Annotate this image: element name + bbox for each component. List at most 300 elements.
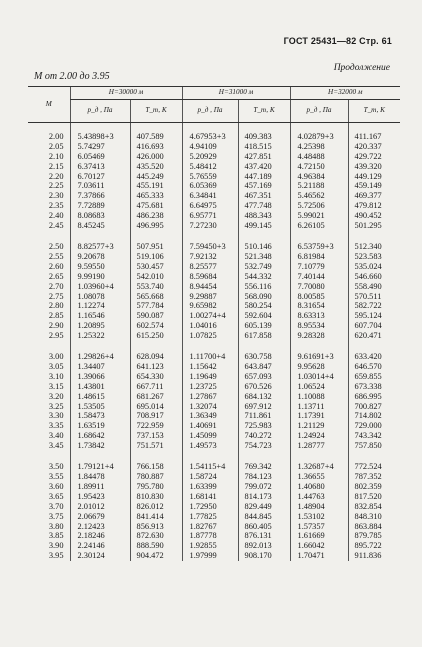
spacer-cell [290,231,348,242]
spacer-cell [348,451,400,462]
mach-cell: 3.25 [48,401,64,411]
temperature-cell: 507.951 [130,242,182,252]
mach-cell: 2.35 [48,201,64,211]
mach-cell: 3.10 [48,371,64,381]
temperature-cell: 817.520 [348,492,400,502]
pressure-cell: 9.59550 [70,262,130,272]
group-spacer [28,451,400,462]
spacer-cell [28,341,70,352]
pressure-cell: 1.32687+4 [290,462,348,472]
temperature-cell: 654.330 [130,372,182,382]
table-row [28,262,400,272]
temperature-cell: 580.254 [238,301,290,311]
mach-cell: 3.85 [48,531,64,541]
pressure-cell: 1.43801 [70,382,130,392]
temperature-cell: 630.758 [238,352,290,362]
table-row [28,462,400,472]
spacer-cell [348,122,400,132]
pressure-cell: 7.03611 [70,181,130,191]
temperature-cell: 457.169 [238,181,290,191]
pressure-cell: 9.28328 [290,331,348,341]
pressure-cell: 1.03014+4 [290,372,348,382]
spacer-cell [290,122,348,132]
pressure-cell: 1.48904 [290,502,348,512]
temperature-cell: 565.668 [130,292,182,302]
pressure-cell: 8.63313 [290,311,348,321]
spacer-cell [182,451,238,462]
table-row [28,551,400,561]
temperature-cell: 700.827 [348,402,400,412]
temperature-cell: 486.238 [130,211,182,221]
temperature-cell: 416.693 [130,142,182,152]
pressure-cell: 1.54115+4 [182,462,238,472]
temperature-cell: 686.995 [348,392,400,402]
pressure-cell: 1.06524 [290,382,348,392]
temperature-cell: 532.749 [238,262,290,272]
pressure-cell: 9.20678 [70,252,130,262]
temperature-cell: 590.087 [130,311,182,321]
page-header: ГОСТ 25431—82 Стр. 61 [283,36,392,46]
temperature-cell: 628.094 [130,352,182,362]
mach-cell: 2.50 [48,241,64,251]
pressure-cell: 1.10088 [290,392,348,402]
pressure-cell: 5.43898+3 [70,132,130,142]
temperature-cell: 592.604 [238,311,290,321]
table-row [28,311,400,321]
temperature-cell: 708.917 [130,411,182,421]
altitude-header-2: H=31000 м [182,87,290,100]
pressure-cell: 4.48488 [290,152,348,162]
mach-cell: 3.00 [48,352,64,362]
spacer-cell [238,451,290,462]
pressure-cell: 1.12274 [70,301,130,311]
pressure-cell: 1.40691 [182,421,238,431]
pressure-cell: 8.82577+3 [70,242,130,252]
table-row [28,482,400,492]
table-row [28,211,400,221]
spacer-cell [130,122,182,132]
temperature-cell: 490.452 [348,211,400,221]
temperature-cell: 711.861 [238,411,290,421]
pressure-cell: 7.70080 [290,282,348,292]
pressure-cell: 1.28777 [290,441,348,451]
mach-cell: 3.75 [48,511,64,521]
spacer-cell [348,341,400,352]
temperature-cell: 832.854 [348,502,400,512]
temperature-cell: 751.571 [130,441,182,451]
temperature-cell: 499.145 [238,221,290,231]
table-row [28,321,400,331]
mach-cell: 3.70 [48,501,64,511]
temperature-cell: 754.723 [238,441,290,451]
pressure-cell: 1.61669 [290,531,348,541]
temperature-cell: 455.191 [130,181,182,191]
temperature-cell: 477.748 [238,201,290,211]
pressure-cell: 1.63399 [182,482,238,492]
spacer-cell [70,122,130,132]
table-row [28,282,400,292]
mach-cell: 2.30 [48,191,64,201]
table-row [28,512,400,522]
mach-cell: 3.90 [48,541,64,551]
temperature-cell: 429.722 [348,152,400,162]
temperature-cell: 439.320 [348,162,400,172]
table-row [28,421,400,431]
pressure-cell: 1.53102 [290,512,348,522]
spacer-cell [70,231,130,242]
pressure-cell: 1.63519 [70,421,130,431]
temperature-cell: 684.132 [238,392,290,402]
pressure-cell: 1.24924 [290,431,348,441]
pressure-cell: 1.15642 [182,362,238,372]
pressure-cell: 5.74297 [70,142,130,152]
pressure-cell: 1.40680 [290,482,348,492]
spacer-cell [130,341,182,352]
pressure-cell: 9.61691+3 [290,352,348,362]
temperature-cell: 787.352 [348,472,400,482]
temperature-cell: 445.249 [130,172,182,182]
pressure-cell: 8.45245 [70,221,130,231]
temperature-cell: 888.590 [130,541,182,551]
pressure-cell: 1.11700+4 [182,352,238,362]
mach-cell: 3.30 [48,411,64,421]
pressure-cell: 1.84478 [70,472,130,482]
temperature-cell: 488.343 [238,211,290,221]
temperature-cell: 535.024 [348,262,400,272]
pressure-cell: 1.21129 [290,421,348,431]
pressure-cell: 7.27230 [182,221,238,231]
pressure-cell: 4.67953+3 [182,132,238,142]
table-row [28,301,400,311]
temperature-cell: 725.983 [238,421,290,431]
temperature-cell: 802.359 [348,482,400,492]
table-row [28,531,400,541]
table-row [28,352,400,362]
temperature-cell: 582.722 [348,301,400,311]
temperature-cell: 856.913 [130,522,182,532]
pressure-cell: 7.59450+3 [182,242,238,252]
temperature-cell: 577.784 [130,301,182,311]
temperature-cell: 530.457 [130,262,182,272]
pressure-cell: 1.73842 [70,441,130,451]
pressure-cell: 1.72950 [182,502,238,512]
temperature-cell: 479.812 [348,201,400,211]
pressure-cell: 6.81984 [290,252,348,262]
pressure-cell: 1.49573 [182,441,238,451]
temperature-cell: 643.847 [238,362,290,372]
pressure-cell: 1.17391 [290,411,348,421]
temperature-cell: 469.377 [348,191,400,201]
table-row [28,132,400,142]
temperature-cell: 605.139 [238,321,290,331]
group-spacer [28,122,400,132]
spacer-cell [28,451,70,462]
pressure-cell: 1.89911 [70,482,130,492]
pressure-cell: 6.26105 [290,221,348,231]
pressure-cell: 1.23725 [182,382,238,392]
mach-cell: 2.25 [48,181,64,191]
group-spacer [28,231,400,242]
table-row [28,242,400,252]
temperature-header: T_т, К [348,99,400,122]
mach-cell: 3.15 [48,381,64,391]
mach-cell: 2.55 [48,251,64,261]
spacer-cell [28,122,70,132]
spacer-cell [130,451,182,462]
spacer-cell [28,231,70,242]
table-row [28,392,400,402]
spacer-cell [182,231,238,242]
temperature-cell: 722.959 [130,421,182,431]
spacer-cell [238,231,290,242]
temperature-cell: 892.013 [238,541,290,551]
pressure-cell: 9.65982 [182,301,238,311]
pressure-cell: 6.95771 [182,211,238,221]
table-row [28,441,400,451]
pressure-cell: 1.29826+4 [70,352,130,362]
temperature-cell: 729.000 [348,421,400,431]
mach-cell: 3.40 [48,431,64,441]
temperature-cell: 449.129 [348,172,400,182]
pressure-cell: 1.34407 [70,362,130,372]
pressure-header: p_д , Па [290,99,348,122]
pressure-cell: 8.31654 [290,301,348,311]
pressure-cell: 6.64975 [182,201,238,211]
pressure-cell: 1.68141 [182,492,238,502]
mach-cell: 2.10 [48,151,64,161]
pressure-cell: 1.07825 [182,331,238,341]
pressure-cell: 1.32074 [182,402,238,412]
temperature-cell: 826.012 [130,502,182,512]
temperature-cell: 659.855 [348,372,400,382]
pressure-header: p_д , Па [70,99,130,122]
pressure-cell: 7.72889 [70,201,130,211]
temperature-cell: 542.010 [130,272,182,282]
mach-cell: 2.05 [48,141,64,151]
temperature-header: T_т, К [130,99,182,122]
mach-cell: 3.35 [48,421,64,431]
mach-range-note: M от 2.00 до 3.95 [34,71,110,82]
temperature-cell: 697.912 [238,402,290,412]
table-row [28,292,400,302]
mach-cell: 2.85 [48,311,64,321]
mach-cell: 3.95 [48,551,64,561]
pressure-cell: 1.68642 [70,431,130,441]
pressure-cell: 1.25322 [70,331,130,341]
pressure-cell: 5.72506 [290,201,348,211]
atmosphere-table [28,86,400,561]
pressure-cell: 5.21188 [290,181,348,191]
pressure-cell: 1.70471 [290,551,348,561]
table-row [28,472,400,482]
temperature-cell: 841.414 [130,512,182,522]
table-row [28,382,400,392]
temperature-cell: 607.704 [348,321,400,331]
temperature-cell: 407.589 [130,132,182,142]
pressure-cell: 1.00274+4 [182,311,238,321]
temperature-cell: 602.574 [130,321,182,331]
mach-cell: 2.70 [48,281,64,291]
table-body [28,122,400,561]
temperature-cell: 844.845 [238,512,290,522]
pressure-cell: 5.20929 [182,152,238,162]
pressure-cell: 6.34841 [182,191,238,201]
pressure-cell: 1.39066 [70,372,130,382]
pressure-cell: 1.13711 [290,402,348,412]
temperature-cell: 646.570 [348,362,400,372]
table-row [28,252,400,262]
group-spacer [28,341,400,352]
temperature-cell: 501.295 [348,221,400,231]
temperature-cell: 620.471 [348,331,400,341]
temperature-cell: 670.526 [238,382,290,392]
continuation-label: Продолжение [333,63,390,73]
temperature-cell: 546.660 [348,272,400,282]
col-m-header: M [28,87,70,123]
temperature-cell: 911.836 [348,551,400,561]
altitude-header-1: H=30000 м [70,87,182,100]
temperature-cell: 617.858 [238,331,290,341]
temperature-cell: 757.850 [348,441,400,451]
mach-cell: 3.45 [48,441,64,451]
table-row [28,431,400,441]
temperature-cell: 695.014 [130,402,182,412]
mach-cell: 3.55 [48,472,64,481]
temperature-cell: 895.722 [348,541,400,551]
mach-cell: 3.80 [48,521,64,531]
pressure-cell: 4.96384 [290,172,348,182]
temperature-cell: 810.830 [130,492,182,502]
pressure-cell: 1.53505 [70,402,130,412]
pressure-cell: 1.92855 [182,541,238,551]
table-row [28,162,400,172]
temperature-cell: 667.711 [130,382,182,392]
pressure-cell: 2.06679 [70,512,130,522]
temperature-cell: 568.090 [238,292,290,302]
temperature-cell: 740.272 [238,431,290,441]
temperature-cell: 879.785 [348,531,400,541]
temperature-cell: 512.340 [348,242,400,252]
spacer-cell [182,341,238,352]
pressure-cell: 1.95423 [70,492,130,502]
pressure-cell: 2.12423 [70,522,130,532]
temperature-cell: 743.342 [348,431,400,441]
temperature-cell: 633.420 [348,352,400,362]
pressure-cell: 1.36655 [290,472,348,482]
pressure-cell: 1.44763 [290,492,348,502]
mach-cell: 2.65 [48,271,64,281]
temperature-cell: 496.995 [130,221,182,231]
pressure-cell: 1.36349 [182,411,238,421]
pressure-cell: 7.92132 [182,252,238,262]
table-row [28,201,400,211]
temperature-cell: 595.124 [348,311,400,321]
temperature-cell: 427.851 [238,152,290,162]
temperature-cell: 558.490 [348,282,400,292]
temperature-cell: 411.167 [348,132,400,142]
mach-cell: 2.15 [48,161,64,171]
pressure-cell: 2.01012 [70,502,130,512]
table-row [28,411,400,421]
pressure-cell: 1.04016 [182,321,238,331]
mach-cell: 3.20 [48,391,64,401]
temperature-cell: 420.337 [348,142,400,152]
temperature-cell: 519.106 [130,252,182,262]
temperature-cell: 459.149 [348,181,400,191]
pressure-cell: 1.79121+4 [70,462,130,472]
temperature-cell: 556.116 [238,282,290,292]
mach-cell: 2.20 [48,171,64,181]
spacer-cell [130,231,182,242]
pressure-cell: 9.99190 [70,272,130,282]
spacer-cell [348,231,400,242]
pressure-cell: 8.08683 [70,211,130,221]
pressure-header: p_д , Па [182,99,238,122]
pressure-cell: 2.30124 [70,551,130,561]
pressure-cell: 4.02879+3 [290,132,348,142]
mach-cell: 2.95 [48,331,64,341]
temperature-cell: 769.342 [238,462,290,472]
mach-cell: 2.75 [48,291,64,301]
temperature-cell: 681.267 [130,392,182,402]
pressure-cell: 1.66042 [290,541,348,551]
temperature-cell: 465.333 [130,191,182,201]
table-row [28,331,400,341]
temperature-cell: 766.158 [130,462,182,472]
pressure-cell: 8.25577 [182,262,238,272]
temperature-cell: 860.405 [238,522,290,532]
table-row [28,142,400,152]
pressure-cell: 1.08078 [70,292,130,302]
pressure-cell: 2.24146 [70,541,130,551]
pressure-cell: 7.40144 [290,272,348,282]
temperature-cell: 772.524 [348,462,400,472]
spacer-cell [70,451,130,462]
pressure-cell: 4.94109 [182,142,238,152]
table-row [28,492,400,502]
mach-cell: 2.00 [48,131,64,141]
pressure-cell: 6.70127 [70,172,130,182]
temperature-cell: 409.383 [238,132,290,142]
pressure-cell: 1.58473 [70,411,130,421]
mach-cell: 2.80 [48,301,64,311]
spacer-cell [290,341,348,352]
pressure-cell: 1.20895 [70,321,130,331]
mach-cell: 3.50 [48,462,64,472]
spacer-cell [70,341,130,352]
pressure-cell: 1.03960+4 [70,282,130,292]
pressure-cell: 1.48615 [70,392,130,402]
temperature-cell: 784.123 [238,472,290,482]
pressure-cell: 1.87778 [182,531,238,541]
temperature-cell: 521.348 [238,252,290,262]
pressure-cell: 2.18246 [70,531,130,541]
temperature-cell: 829.449 [238,502,290,512]
temperature-cell: 737.153 [130,431,182,441]
temperature-cell: 641.123 [130,362,182,372]
pressure-cell: 1.45099 [182,431,238,441]
table-row [28,191,400,201]
pressure-cell: 7.10779 [290,262,348,272]
temperature-cell: 863.884 [348,522,400,532]
pressure-cell: 5.99021 [290,211,348,221]
pressure-cell: 6.05369 [182,181,238,191]
pressure-cell: 4.72150 [290,162,348,172]
table-row [28,152,400,162]
pressure-cell: 8.59684 [182,272,238,282]
pressure-cell: 5.46562 [290,191,348,201]
pressure-cell: 1.27867 [182,392,238,402]
